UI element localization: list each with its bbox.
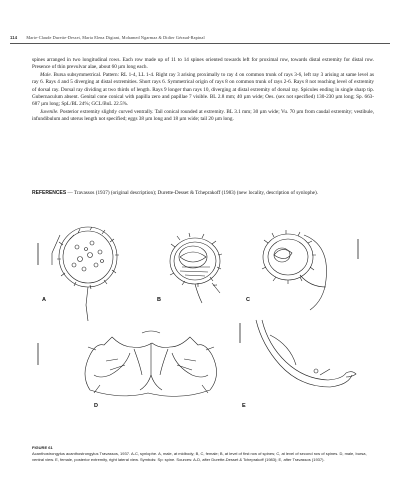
references-paragraph bbox=[32, 190, 374, 197]
page-number: 114 bbox=[10, 35, 18, 40]
panel-a-drawing bbox=[52, 227, 119, 321]
panel-b-drawing bbox=[170, 233, 222, 303]
header-rule bbox=[10, 43, 390, 44]
panel-label-a: A bbox=[42, 297, 46, 303]
figure-61 bbox=[30, 225, 375, 425]
panel-c-drawing bbox=[262, 230, 327, 310]
spl-label: spl bbox=[213, 283, 218, 287]
running-title: Marie-Claude Durette-Desset, Maria Elena Digiani, Mohamed Ngarmaz & Didier Géraud-Rapinal bbox=[26, 35, 205, 40]
references-label: REFERENCES bbox=[32, 190, 67, 196]
panel-label-d: D bbox=[94, 403, 98, 409]
body-text bbox=[32, 57, 374, 124]
panel-label-b: B bbox=[157, 297, 161, 303]
figure-caption bbox=[32, 445, 374, 462]
figure-caption-text: Acanthostrongylus acanthostrongylus Travassos, 1937. A-C, synlophe. A, male, at midbody; B, C, female; B, at level of first row of spines; C, at level of second row of spines. D, male, bursa, ventral view. E, female, posterior extremity, right lateral view. Symbols: Sp: spine. Sources: A-D, after Durette-Desset & Tcheprakoff (1983); E, after Travassos (1937). bbox=[32, 451, 367, 462]
panel-e-drawing bbox=[256, 320, 356, 387]
scale-bars bbox=[38, 239, 358, 365]
references-text: — Travassos (1937) (original description); Durette-Desset & Tcheprakoff (1983) (new locality, description of synlophe). bbox=[66, 190, 318, 196]
panel-label-c: C bbox=[246, 297, 250, 303]
paragraph-female-continued: spines arranged in two longitudinal rows. Each row made up of 11 to 14 spines oriented towards left for proximal row, towards distal extremity for distal row. Presence of thin prevulvar alae, about 60 µm long each. bbox=[32, 57, 374, 71]
juvenile-text: Posterior extremity slightly curved ventrally. Tail conical rounded at extremity. BL 3.1 mm; 30 µm wide; Vu. 70 µm from caudal extremity; vestibule, infundibulum and uterus length not specified; eggs 38 µm long and 18 µm wide; tail 20 µm long. bbox=[32, 108, 374, 123]
paragraph-male bbox=[32, 72, 374, 109]
running-header bbox=[10, 35, 390, 40]
figure-caption-title: FIGURE 61 bbox=[32, 445, 53, 450]
panel-label-e: E bbox=[242, 403, 246, 409]
paragraph-juvenile bbox=[32, 109, 374, 124]
male-text: Bursa subsymmetrical. Pattern: RL 1-4, LL 1-4. Right ray 3 arising proximally to ray 4 on common trunk of rays 3-6, left ray 3 arising at same level as ray 6. Rays 4 and 5 diverging at distal extremities. Short rays 6. Symmetrical origin of rays 8 on common trunk of rays 2-6. Rays 8 not reaching level of extremity of dorsal ray. Dorsal ray dividing at two thirds of length. Rays 9 longer than rays 10, diverging at distal extremity of dorsal ray. Spicules ending in single sharp tip. Gubernaculum absent. Genital cone conical with papilla zero and papillae 7 visible. BL 2.8 mm; 40 µm wide; Oes. (sex not specified) 130-230 µm long; Sp. 663-687 µm long; SpL/BL 24%; GCL/BuL 22.5%. bbox=[32, 71, 374, 108]
panel-d-drawing bbox=[85, 331, 217, 396]
figure-drawings bbox=[30, 225, 375, 425]
juvenile-label: Juvenile. bbox=[40, 108, 59, 115]
male-label: Male. bbox=[40, 71, 52, 78]
